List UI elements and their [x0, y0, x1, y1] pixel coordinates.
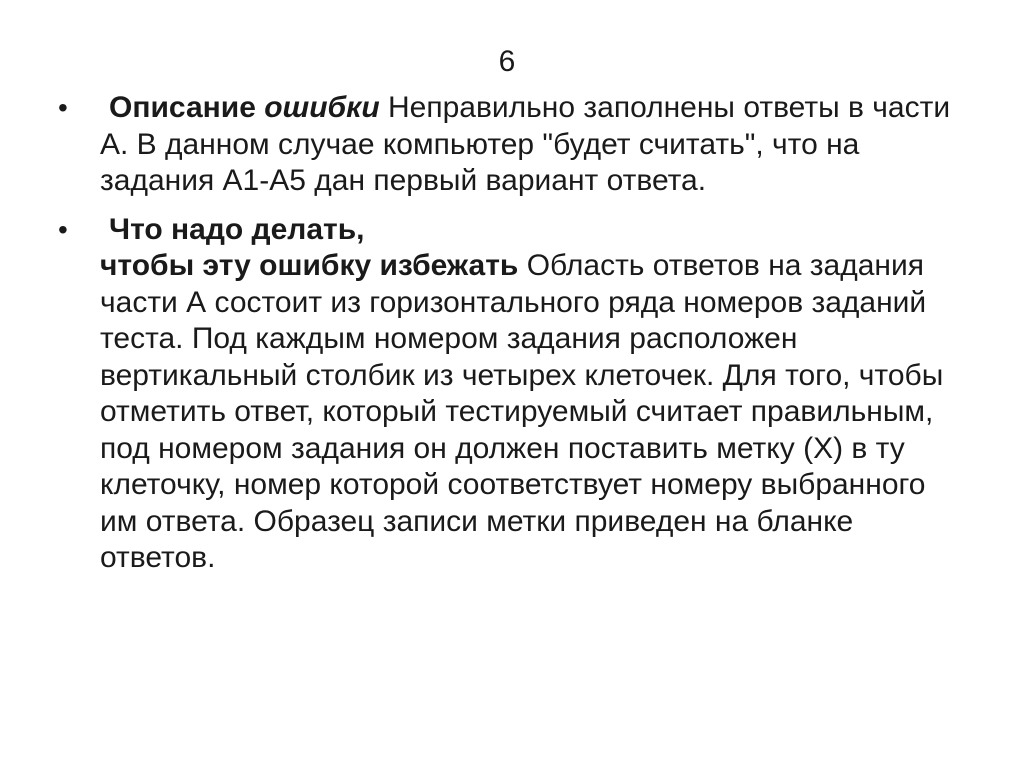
error-description-label-italic: ошибки [264, 91, 380, 124]
how-to-avoid-label-line2: чтобы эту ошибку избежать [100, 249, 519, 282]
bullet-lead-spacer [100, 213, 109, 246]
how-to-avoid-label-line1: Что надо делать, [109, 212, 365, 246]
slide-number: 6 [498, 45, 516, 78]
bullet-marker: • [58, 92, 68, 123]
bullet-marker: • [58, 213, 68, 245]
error-description-text: Неправильно заполнены ответы в части А. В данном случае компьютер "будет считать", что на задания А1-А5 дан первый вариант ответа. [100, 91, 951, 197]
bullet-list [58, 90, 958, 589]
bullet-error-description [58, 90, 958, 200]
bullet-how-to-avoid [58, 212, 958, 577]
how-to-avoid-text: Область ответов на задания части А состоит из горизонтального ряда номеров заданий теста. Под каждым номером задания расположен вертикальный столбик из четырех клеточек. Для того, чтобы отметить ответ, который тестируемый считает правильным, под номером задания он должен поставить метку (Х) в ту клеточку, номер которой соответствует номеру выбранного им ответа. Образец записи метки приведен на бланке ответов. [100, 249, 944, 574]
bullet-lead-spacer [100, 91, 109, 124]
error-description-label: Описание [109, 91, 256, 124]
